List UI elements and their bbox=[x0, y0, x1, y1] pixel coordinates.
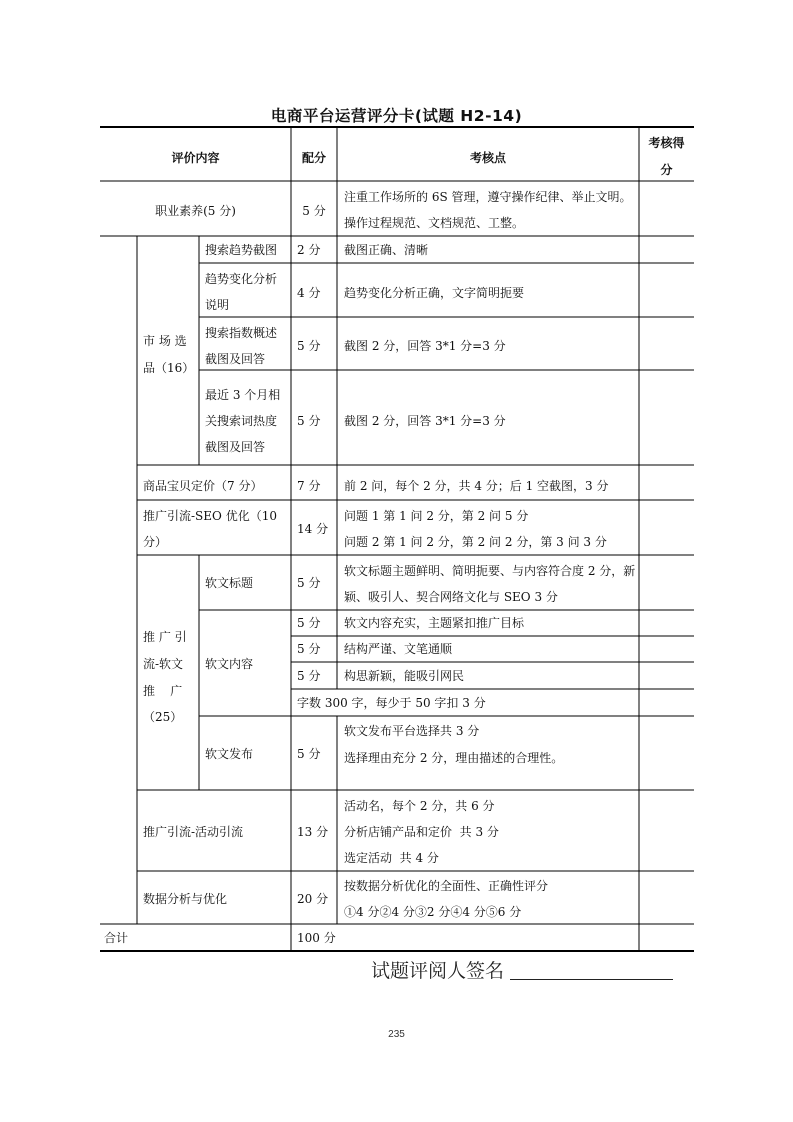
market-item-4-label-3: 截图及回答 bbox=[205, 440, 266, 454]
market-item-2-label-1: 趋势变化分析 bbox=[205, 272, 278, 286]
activity-point-3: 选定活动 共 4 分 bbox=[344, 851, 439, 865]
professional-label: 职业素养(5 分) bbox=[155, 204, 236, 218]
professional-point-2: 操作过程规范、文档规范、工整。 bbox=[344, 216, 525, 230]
market-item-4-label-2: 关搜索词热度 bbox=[205, 414, 278, 428]
soft-content-a-point: 软文内容充实，主题紧扣推广目标 bbox=[344, 616, 525, 630]
page-number: 235 bbox=[388, 1029, 405, 1040]
soft-content-label: 软文内容 bbox=[205, 657, 254, 671]
total-label: 合计 bbox=[104, 931, 129, 945]
data-analysis-label: 数据分析与优化 bbox=[143, 892, 228, 906]
data-analysis-point-2: ①4 分②4 分③2 分④4 分⑤6 分 bbox=[344, 905, 522, 919]
soft-content-a-score: 5 分 bbox=[297, 616, 321, 630]
pricing-score: 7 分 bbox=[297, 479, 321, 493]
seo-point-2: 问题 2 第 1 问 2 分，第 2 问 2 分，第 3 问 3 分 bbox=[344, 535, 607, 549]
soft-article-label-2: 流-软文 bbox=[143, 657, 184, 671]
soft-article-label-4: （25） bbox=[143, 710, 183, 724]
market-item-2-point: 趋势变化分析正确，文字简明扼要 bbox=[344, 286, 525, 300]
activity-label: 推广引流-活动引流 bbox=[143, 825, 244, 839]
market-item-4-point: 截图 2 分，回答 3*1 分=3 分 bbox=[344, 414, 506, 428]
soft-content-b-score: 5 分 bbox=[297, 642, 321, 656]
header-result-line1: 考核得 bbox=[648, 136, 685, 150]
document-title: 电商平台运营评分卡(试题 H2-14) bbox=[270, 107, 523, 125]
seo-score: 14 分 bbox=[297, 522, 329, 536]
soft-article-label-3: 推 广 bbox=[143, 684, 183, 698]
soft-publish-point-2: 选择理由充分 2 分，理由描述的合理性。 bbox=[344, 751, 564, 765]
professional-score: 5 分 bbox=[302, 204, 326, 218]
soft-article-label-1: 推 广 引 bbox=[143, 630, 187, 644]
activity-score: 13 分 bbox=[297, 825, 329, 839]
soft-publish-point-1: 软文发布平台选择共 3 分 bbox=[344, 724, 480, 738]
soft-content-b-point: 结构严谨、文笔通顺 bbox=[344, 642, 453, 656]
soft-title-label: 软文标题 bbox=[205, 576, 254, 590]
reviewer-signature-label: 试题评阅人签名 bbox=[371, 960, 505, 982]
seo-point-1: 问题 1 第 1 问 2 分，第 2 问 5 分 bbox=[344, 509, 529, 523]
soft-title-point-2: 颖、吸引人、契合网络文化与 SEO 3 分 bbox=[344, 590, 558, 604]
market-item-3-label-2: 截图及回答 bbox=[205, 352, 266, 366]
market-item-2-label-2: 说明 bbox=[205, 298, 230, 312]
market-item-4-label-1: 最近 3 个月相 bbox=[205, 388, 281, 402]
soft-content-d-point: 字数 300 字，每少于 50 字扣 3 分 bbox=[297, 696, 486, 710]
market-item-1-score: 2 分 bbox=[297, 243, 321, 257]
market-item-2-score: 4 分 bbox=[297, 286, 321, 300]
header-result-line2: 分 bbox=[660, 163, 673, 177]
market-item-3-point: 截图 2 分，回答 3*1 分=3 分 bbox=[344, 339, 506, 353]
seo-label-2: 分） bbox=[143, 535, 168, 549]
pricing-point: 前 2 问，每个 2 分，共 4 分；后 1 空截图，3 分 bbox=[344, 479, 609, 493]
soft-title-point-1: 软文标题主题鲜明、简明扼要、与内容符合度 2 分，新 bbox=[344, 564, 636, 578]
soft-content-c-score: 5 分 bbox=[297, 669, 321, 683]
soft-title-score: 5 分 bbox=[297, 576, 321, 590]
data-analysis-score: 20 分 bbox=[297, 892, 329, 906]
header-points: 考核点 bbox=[469, 151, 506, 165]
total-score: 100 分 bbox=[297, 931, 336, 945]
pricing-label: 商品宝贝定价（7 分） bbox=[143, 479, 263, 493]
market-item-4-score: 5 分 bbox=[297, 414, 321, 428]
header-score: 配分 bbox=[301, 151, 326, 165]
professional-point-1: 注重工作场所的 6S 管理，遵守操作纪律、举止文明。 bbox=[344, 190, 632, 204]
soft-publish-score: 5 分 bbox=[297, 747, 321, 761]
soft-content-c-point: 构思新颖，能吸引网民 bbox=[344, 669, 465, 683]
soft-publish-label: 软文发布 bbox=[205, 747, 254, 761]
market-item-1-label: 搜索趋势截图 bbox=[205, 243, 278, 257]
activity-point-2: 分析店铺产品和定价 共 3 分 bbox=[344, 825, 499, 839]
signature-line bbox=[510, 979, 673, 980]
data-analysis-point-1: 按数据分析优化的全面性、正确性评分 bbox=[344, 879, 549, 893]
market-item-1-point: 截图正确、清晰 bbox=[344, 243, 429, 257]
header-content: 评价内容 bbox=[171, 151, 220, 165]
market-item-3-score: 5 分 bbox=[297, 339, 321, 353]
seo-label-1: 推广引流-SEO 优化（10 bbox=[143, 509, 277, 523]
market-selection-label-2: 品（16） bbox=[143, 361, 195, 375]
market-item-3-label-1: 搜索指数概述 bbox=[205, 326, 278, 340]
activity-point-1: 活动名，每个 2 分，共 6 分 bbox=[344, 799, 495, 813]
market-selection-label-1: 市 场 选 bbox=[143, 334, 187, 348]
